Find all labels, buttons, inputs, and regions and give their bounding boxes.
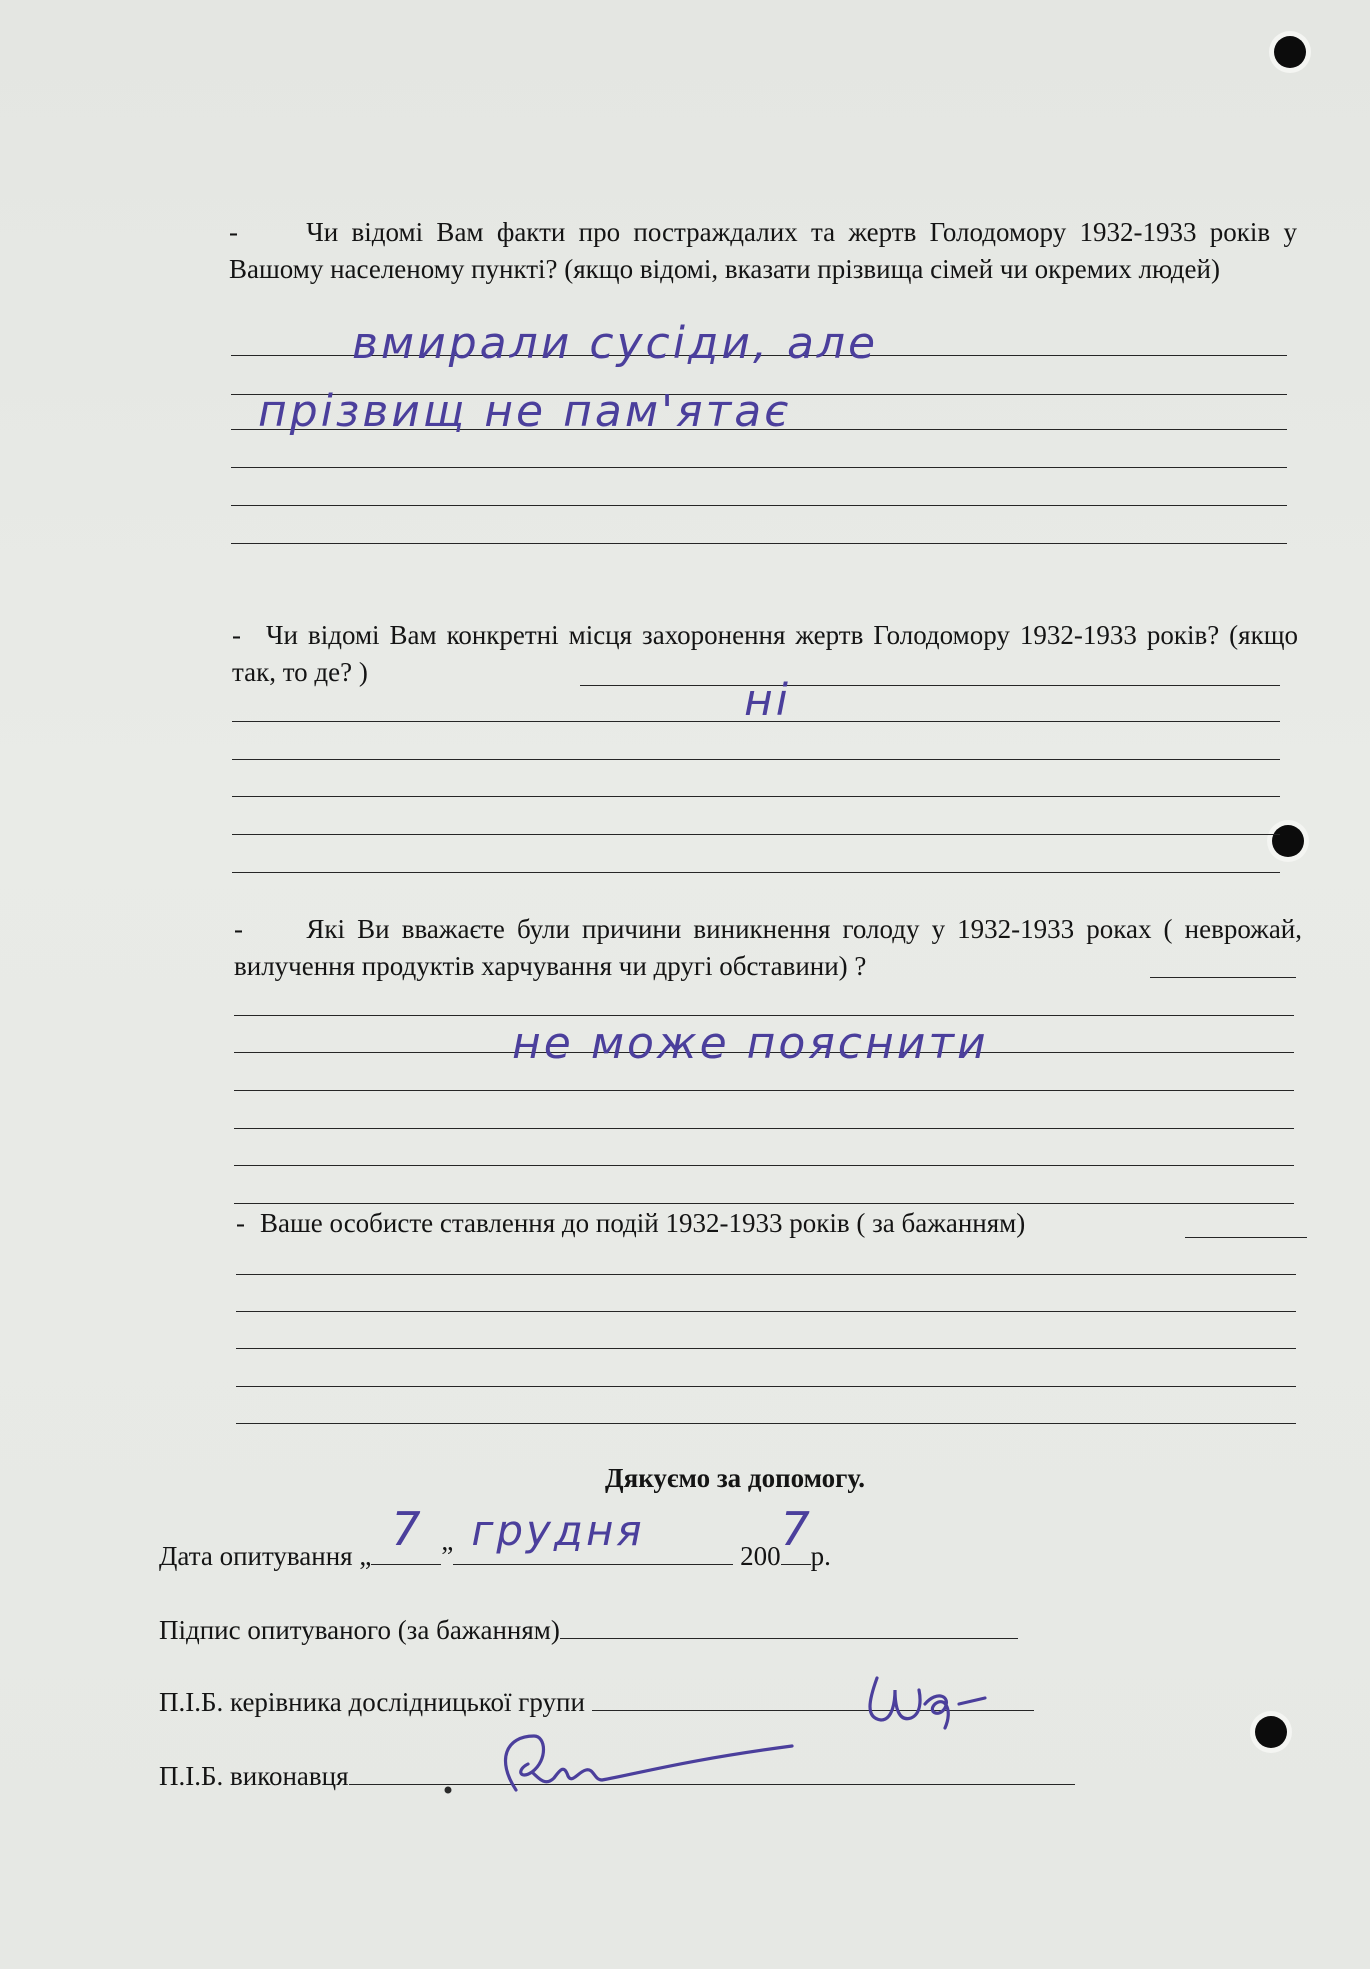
answer-line <box>236 1386 1296 1387</box>
answer-line <box>232 796 1280 797</box>
respondent-signature-label: Підпис опитуваного (за бажанням) <box>159 1615 560 1645</box>
answer-line <box>1185 1237 1307 1238</box>
group-leader-label: П.І.Б. керівника дослідницької групи <box>159 1687 585 1717</box>
answer-line <box>234 1128 1294 1129</box>
date-label: Дата опитування <box>159 1541 353 1571</box>
answer-line <box>236 1274 1296 1275</box>
date-month-field <box>453 1506 733 1565</box>
question-4-text: Ваше особисте ставлення до подій 1932-1933 років ( за бажанням) <box>260 1208 1026 1238</box>
answer-line <box>231 467 1287 468</box>
question-2: - Чи відомі Вам конкретні місця захоронення жертв Голодомору 1932-1933 років? (якщо так, то де? ) <box>232 620 1298 687</box>
date-suffix: р. <box>810 1541 831 1571</box>
answer-line <box>234 1015 1294 1016</box>
question-4: - Ваше особисте ставлення до подій 1932-1933 років ( за бажанням) <box>236 1208 1026 1238</box>
punch-hole-middle <box>1272 825 1304 857</box>
executor-label: П.І.Б. виконавця <box>159 1761 349 1791</box>
answer-line <box>236 1311 1296 1312</box>
question-1: - Чи відомі Вам факти про постраждалих та жертв Голодомору 1932-1933 років у Вашому населеному пункті? (якщо відомі, вказати прізвища сімей чи окремих людей) <box>229 217 1297 284</box>
date-year-prefix: 200 <box>740 1541 781 1571</box>
date-day: 7 <box>391 1502 424 1556</box>
answer-1-line-1: вмирали сусіди, але <box>352 318 879 369</box>
date-close-quote: ” <box>441 1541 454 1571</box>
respondent-signature-row <box>159 1612 1018 1647</box>
answer-line <box>231 505 1287 506</box>
respondent-signature-line <box>560 1612 1018 1639</box>
thanks-heading: Дякуємо за допомогу. <box>605 1463 865 1493</box>
answer-line <box>236 1348 1296 1349</box>
answer-line <box>234 1165 1294 1166</box>
answer-2: ні <box>744 675 791 726</box>
answer-line <box>232 759 1280 760</box>
punch-hole-top <box>1274 36 1306 68</box>
answer-line <box>580 685 1280 686</box>
answer-line <box>234 1090 1294 1091</box>
question-3-text: Які Ви вважаєте були причини виникнення голоду у 1932-1933 роках ( неврожай, вилучення продуктів харчування чи другі обставини) ? <box>234 914 1303 981</box>
date-year-digit: 7 <box>780 1502 813 1556</box>
answer-line <box>234 1203 1294 1204</box>
answer-1-line-2: прізвищ не пам'ятає <box>258 386 792 437</box>
answer-3: не може пояснити <box>512 1018 989 1069</box>
executor-signature <box>436 1720 806 1810</box>
date-year-field <box>780 1502 813 1565</box>
question-2-text: Чи відомі Вам конкретні місця захоронення жертв Голодомору 1932-1933 років? (якщо так, то де? ) <box>232 620 1298 687</box>
answer-line <box>236 1423 1296 1424</box>
answer-line <box>1150 977 1296 978</box>
date-open-quote: „ <box>359 1541 372 1571</box>
question-1-text: Чи відомі Вам факти про постраждалих та жертв Голодомору 1932-1933 років у Вашому населеному пункті? (якщо відомі, вказати прізвища сімей чи окремих людей) <box>229 217 1297 284</box>
date-day-field <box>371 1502 441 1565</box>
group-leader-signature <box>855 1660 1005 1740</box>
answer-line <box>232 872 1280 873</box>
punch-hole-bottom <box>1255 1716 1287 1748</box>
survey-date-row <box>159 1502 831 1573</box>
answer-line <box>232 834 1280 835</box>
question-3: - Які Ви вважаєте були причини виникнення голоду у 1932-1933 роках ( неврожай, вилучення продуктів харчування чи другі обставини) ? <box>234 914 1303 981</box>
date-month: грудня <box>471 1506 645 1555</box>
answer-line <box>231 543 1287 544</box>
